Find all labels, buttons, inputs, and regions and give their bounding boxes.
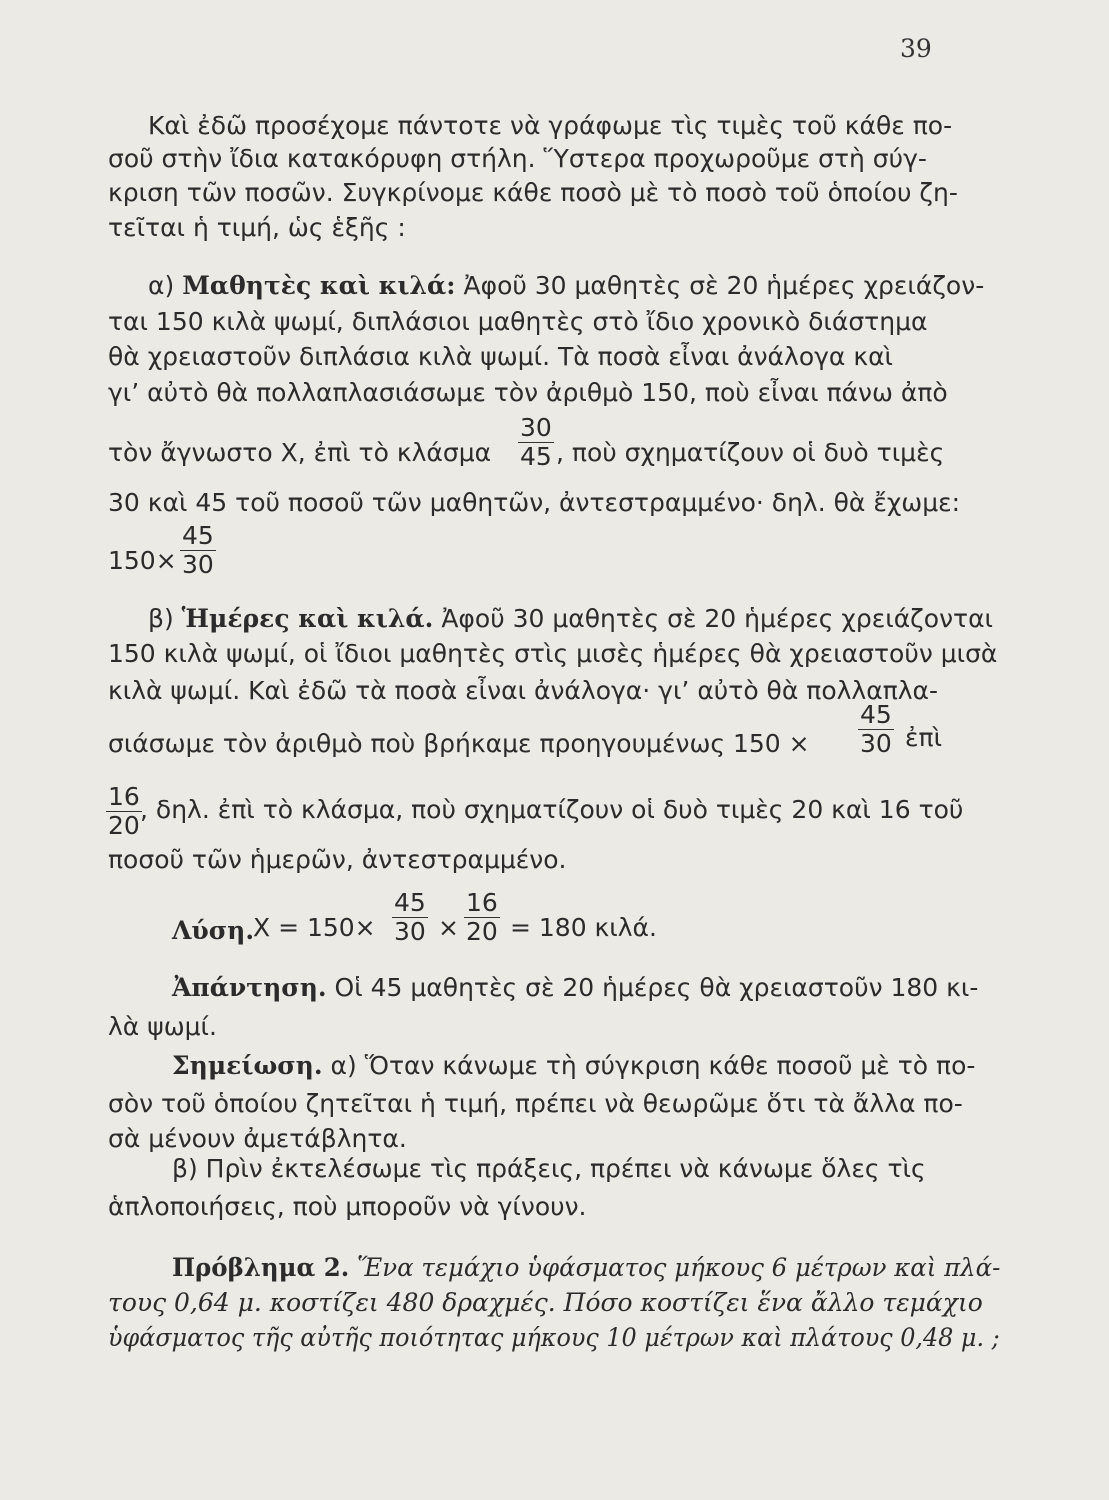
problem-line-2: τους 0,64 μ. κοστίζει 480 δραχμές. Πόσο κοστίζει ἕνα ἄλλο τεμάχιο [108,1288,983,1317]
alpha-text-1: Ἀφοῦ 30 μαθητὲς σὲ 20 ἡμέρες χρειάζον- [463,271,985,300]
alpha-line-4: γι’ αὐτὸ θὰ πολλαπλασιάσωμε τὸν ἀριθμὸ 150, ποὺ εἶναι πάνω ἀπὸ [108,378,948,407]
solution-rhs: = 180 κιλά. [510,913,657,942]
beta-line-6: ποσοῦ τῶν ἡμερῶν, ἀντεστραμμένο. [108,845,567,874]
fraction-45-30-solution [392,889,428,946]
fraction-numerator: 16 [108,782,140,811]
intro-line-1: Καὶ ἐδῶ προσέχομε πάντοτε νὰ γράφωμε τὶς τιμὲς τοῦ κάθε πο- [148,111,953,140]
alpha-heading: Μαθητὲς καὶ κιλά: [182,271,456,300]
note-line-2: σὸν τοῦ ὁποίου ζητεῖται ἡ τιμή, πρέπει νὰ θεωρῶμε ὅτι τὰ ἄλλα πο- [108,1089,963,1118]
beta-line-3: κιλὰ ψωμί. Καὶ ἐδῶ τὰ ποσὰ εἶναι ἀνάλογα· γι’ αὐτὸ θὰ πολλαπλα- [108,676,939,705]
solution-label: Λύση. [172,916,255,945]
intro-line-3: κριση τῶν ποσῶν. Συγκρίνομε κάθε ποσὸ μὲ τὸ ποσὸ τοῦ ὁποίου ζη- [108,178,958,207]
answer-label: Ἀπάντηση. [172,973,327,1002]
fraction-denominator: 45 [520,442,552,471]
alpha-expression-prefix: 150× [108,546,177,575]
fraction-denominator: 20 [108,811,140,840]
fraction-denominator: 20 [466,917,498,946]
solution-lhs: Χ = 150× [253,913,376,942]
fraction-denominator: 30 [182,550,214,579]
beta-line-4-pre: σιάσωμε τὸν ἀριθμὸ ποὺ βρήκαμε προηγουμένως 150 × [108,729,810,758]
beta-line-2: 150 κιλὰ ψωμί, οἱ ἴδιοι μαθητὲς στὶς μισὲς ἡμέρες θὰ χρειαστοῦν μισὰ [108,639,998,668]
beta-line-4-post: ἐπὶ [905,723,943,752]
alpha-line-5-post: , ποὺ σχηματίζουν οἱ δυὸ τιμὲς [556,438,945,467]
alpha-line-2: ται 150 κιλὰ ψωμί, διπλάσιοι μαθητὲς στὸ ἴδιο χρονικὸ διάστημα [108,307,928,336]
alpha-line-6: 30 καὶ 45 τοῦ ποσοῦ τῶν μαθητῶν, ἀντεστραμμένο· δηλ. θὰ ἔχωμε: [108,488,961,517]
intro-line-2: σοῦ στὴν ἴδια κατακόρυφη στήλη. Ὕστερα προχωροῦμε στὴ σύγ- [108,144,927,173]
note-line-4: β) Πρὶν ἐκτελέσωμε τὶς πράξεις, πρέπει νὰ κάνωμε ὅλες τὶς [172,1154,926,1183]
beta-text-1: Ἀφοῦ 30 μαθητὲς σὲ 20 ἡμέρες χρειάζονται [441,604,994,633]
fraction-denominator: 30 [860,729,892,758]
alpha-line-5-pre: τὸν ἄγνωστο Χ, ἐπὶ τὸ κλάσμα [108,438,492,467]
fraction-numerator: 30 [520,413,552,442]
note-line-5: ἁπλοποιήσεις, ποὺ μποροῦν νὰ γίνουν. [108,1192,587,1221]
note-line-3: σὰ μένουν ἀμετάβλητα. [108,1124,407,1153]
fraction-numerator: 45 [394,888,426,917]
note-text-1: α) Ὅταν κάνωμε τὴ σύγκριση κάθε ποσοῦ μὲ τὸ πο- [330,1051,976,1080]
problem-text-1: Ἕνα τεμάχιο ὑφάσματος μήκους 6 μέτρων καὶ πλά- [357,1253,1001,1282]
page-number: 39 [900,34,932,63]
fraction-45-30-b [858,701,894,758]
beta-line-5: , δηλ. ἐπὶ τὸ κλάσμα, ποὺ σχηματίζουν οἱ δυὸ τιμὲς 20 καὶ 16 τοῦ [140,795,964,824]
fraction-numerator: 45 [860,700,892,729]
beta-heading: Ἡμέρες καὶ κιλά. [181,604,434,633]
answer-line-1 [172,972,978,1004]
problem-line-1 [172,1252,1000,1284]
alpha-line-1 [148,270,984,302]
alpha-line-3: θὰ χρειαστοῦν διπλάσια κιλὰ ψωμί. Τὰ ποσὰ εἶναι ἀνάλογα καὶ [108,342,894,371]
solution-times: × [438,913,459,942]
alpha-marker: α) [148,271,175,300]
fraction-numerator: 16 [466,888,498,917]
answer-line-2: λὰ ψωμί. [108,1012,217,1041]
problem-line-3: ὑφάσματος τῆς αὐτῆς ποιότητας μήκους 10 μέτρων καὶ πλάτους 0,48 μ. ; [108,1323,1000,1352]
fraction-numerator: 45 [182,521,214,550]
problem-label: Πρόβλημα 2. [172,1253,350,1282]
fraction-denominator: 30 [394,917,426,946]
fraction-16-20 [106,783,142,840]
intro-line-4: τεῖται ἡ τιμή, ὡς ἑξῆς : [108,213,406,242]
fraction-45-30 [180,522,216,579]
answer-text-1: Οἱ 45 μαθητὲς σὲ 20 ἡμέρες θὰ χρειαστοῦν 180 κι- [334,973,979,1002]
fraction-16-20-solution [464,889,500,946]
note-label: Σημείωση. [172,1051,323,1080]
beta-marker: β) [148,604,174,633]
fraction-30-45 [518,414,554,471]
beta-line-1 [148,603,993,635]
note-line-1 [172,1050,975,1082]
